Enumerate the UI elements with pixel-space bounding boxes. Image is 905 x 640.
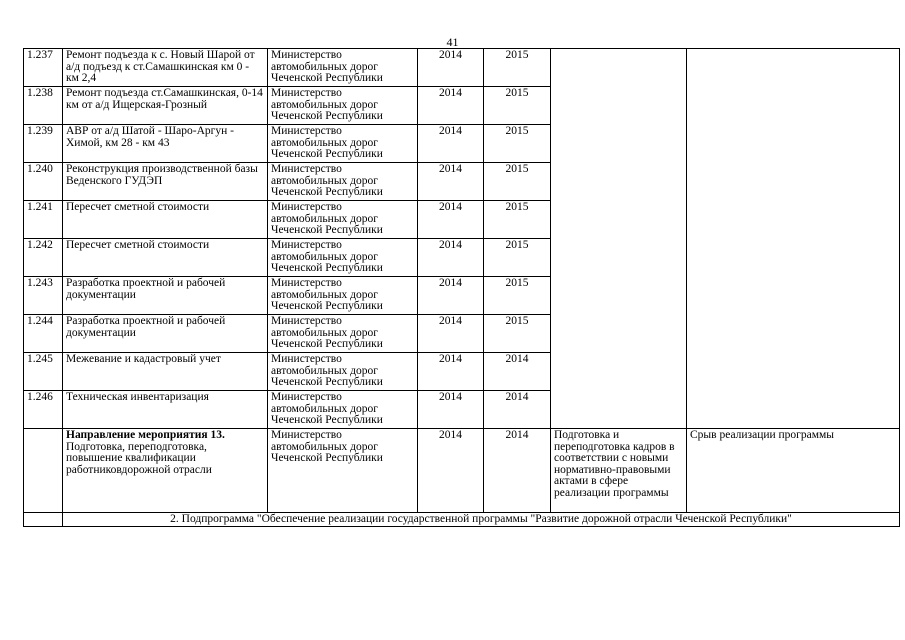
- subprogram-number: [24, 513, 63, 527]
- subprogram-row: [24, 513, 900, 527]
- item-end-year: 2015: [484, 239, 551, 277]
- direction-name: [63, 429, 268, 513]
- item-start-year: 2014: [418, 239, 484, 277]
- direction-number: [24, 429, 63, 513]
- item-number: 1.241: [24, 201, 63, 239]
- direction-row: [24, 429, 900, 513]
- item-number: 1.238: [24, 87, 63, 125]
- direction-end-year: 2014: [484, 429, 551, 513]
- item-end-year: 2014: [484, 391, 551, 429]
- item-executor: Министерство автомобильных дорог Чеченской Республики: [268, 125, 418, 163]
- item-start-year: 2014: [418, 125, 484, 163]
- item-executor: Министерство автомобильных дорог Чеченской Республики: [268, 315, 418, 353]
- item-number: 1.245: [24, 353, 63, 391]
- direction-text: Подготовка, переподготовка, повышение квалификации работниковдорожной отрасли: [66, 440, 212, 476]
- item-end-year: 2015: [484, 277, 551, 315]
- item-end-year: 2015: [484, 125, 551, 163]
- table-row: [24, 49, 900, 87]
- risk-cell-empty: [687, 49, 900, 429]
- item-end-year: 2015: [484, 201, 551, 239]
- item-executor: Министерство автомобильных дорог Чеченской Республики: [268, 49, 418, 87]
- item-executor: Министерство автомобильных дорог Чеченской Республики: [268, 391, 418, 429]
- item-number: 1.243: [24, 277, 63, 315]
- item-executor: Министерство автомобильных дорог Чеченской Республики: [268, 163, 418, 201]
- item-number: 1.244: [24, 315, 63, 353]
- item-end-year: 2015: [484, 87, 551, 125]
- item-name: Межевание и кадастровый учет: [63, 353, 268, 391]
- item-start-year: 2014: [418, 201, 484, 239]
- subprogram-title: 2. Подпрограмма "Обеспечение реализации государственной программы "Развитие дорожной отрасли Чеченской Республики": [63, 513, 900, 527]
- item-end-year: 2015: [484, 163, 551, 201]
- item-name: Реконструкция производственной базы Веденского ГУДЭП: [63, 163, 268, 201]
- item-name: Ремонт подъезда к с. Новый Шарой от а/д подъезд к ст.Самашкинская км 0 - км 2,4: [63, 49, 268, 87]
- item-name: Разработка проектной и рабочей документации: [63, 277, 268, 315]
- item-start-year: 2014: [418, 87, 484, 125]
- item-number: 1.240: [24, 163, 63, 201]
- item-executor: Министерство автомобильных дорог Чеченской Республики: [268, 277, 418, 315]
- item-name: АВР от а/д Шатой - Шаро-Аргун - Химой, км 28 - км 43: [63, 125, 268, 163]
- item-number: 1.239: [24, 125, 63, 163]
- item-name: Пересчет сметной стоимости: [63, 201, 268, 239]
- item-number: 1.246: [24, 391, 63, 429]
- item-number: 1.242: [24, 239, 63, 277]
- direction-title: Направление мероприятия 13.: [66, 429, 225, 441]
- item-start-year: 2014: [418, 49, 484, 87]
- item-end-year: 2015: [484, 315, 551, 353]
- page-number: 41: [446, 35, 459, 49]
- item-start-year: 2014: [418, 315, 484, 353]
- program-table: [23, 48, 900, 527]
- item-executor: Министерство автомобильных дорог Чеченской Республики: [268, 87, 418, 125]
- direction-executor: Министерство автомобильных дорог Чеченской Республики: [268, 429, 418, 513]
- direction-result: Подготовка и переподготовка кадров в соответствии с новыми нормативно-правовыми актами в сфере реализации программы: [551, 429, 687, 513]
- item-name: Ремонт подъезда ст.Самашкинская, 0-14 км от а/д Ищерская-Грозный: [63, 87, 268, 125]
- item-number: 1.237: [24, 49, 63, 87]
- item-name: Техническая инвентаризация: [63, 391, 268, 429]
- item-executor: Министерство автомобильных дорог Чеченской Республики: [268, 239, 418, 277]
- item-name: Разработка проектной и рабочей документации: [63, 315, 268, 353]
- result-cell-empty: [551, 49, 687, 429]
- direction-risk: Срыв реализации программы: [687, 429, 900, 513]
- direction-start-year: 2014: [418, 429, 484, 513]
- item-executor: Министерство автомобильных дорог Чеченской Республики: [268, 201, 418, 239]
- item-start-year: 2014: [418, 163, 484, 201]
- item-executor: Министерство автомобильных дорог Чеченской Республики: [268, 353, 418, 391]
- item-end-year: 2014: [484, 353, 551, 391]
- item-end-year: 2015: [484, 49, 551, 87]
- item-start-year: 2014: [418, 277, 484, 315]
- item-start-year: 2014: [418, 391, 484, 429]
- item-start-year: 2014: [418, 353, 484, 391]
- item-name: Пересчет сметной стоимости: [63, 239, 268, 277]
